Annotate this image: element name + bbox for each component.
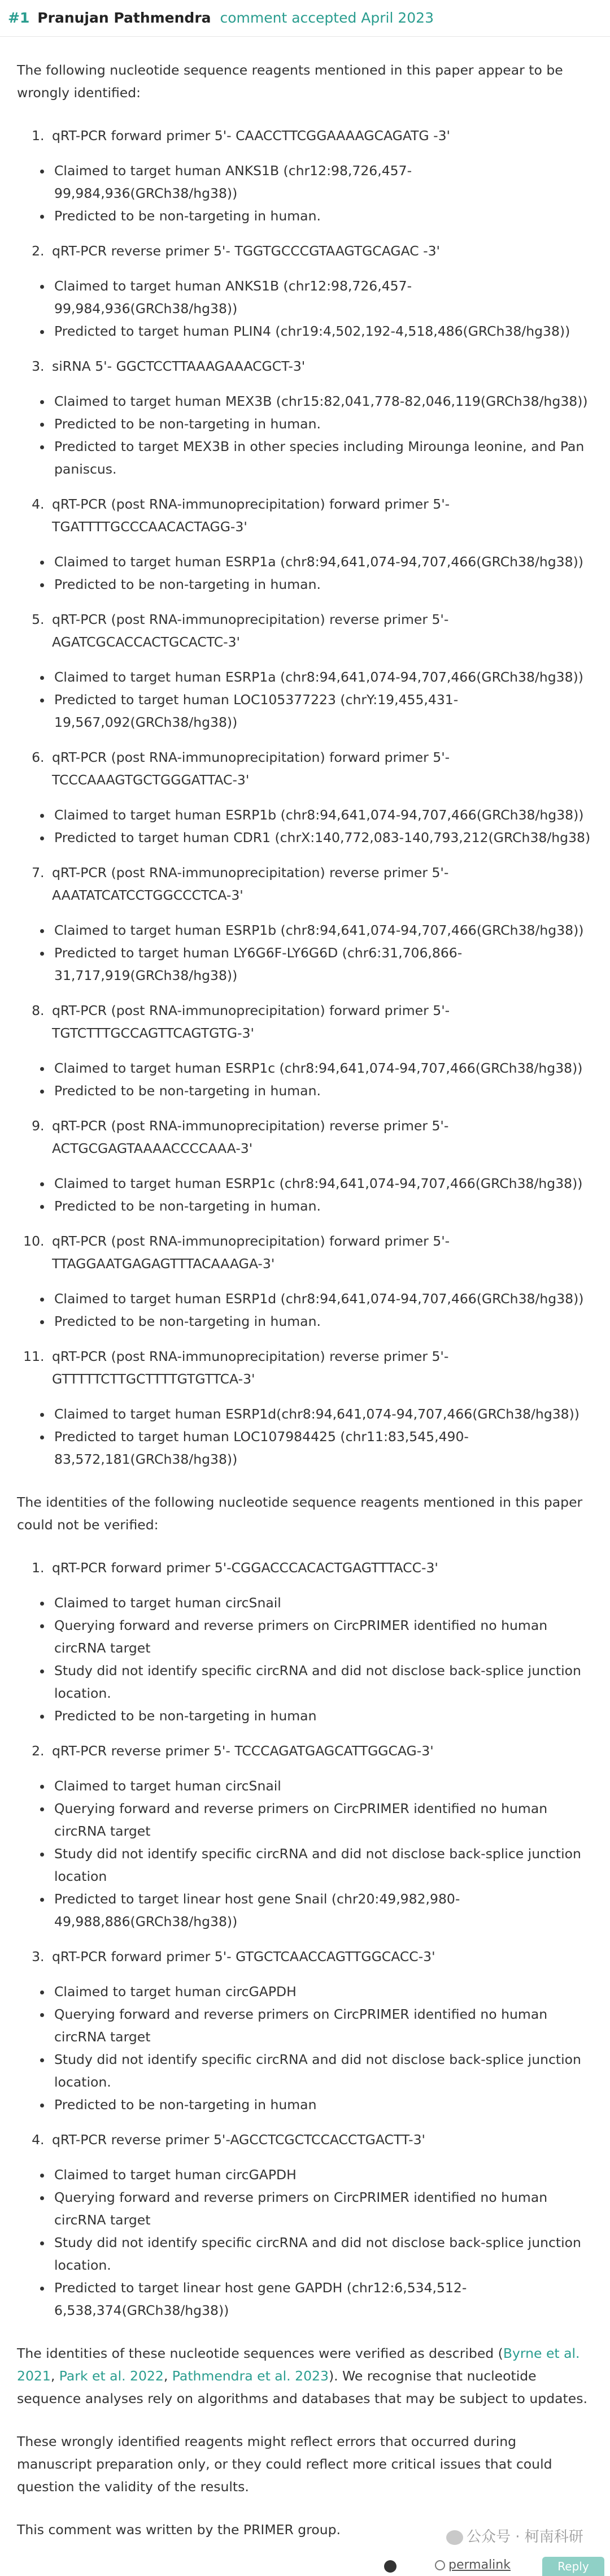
permalink-label: permalink <box>448 2558 511 2572</box>
reagent-note: • Claimed to target human circGAPDH <box>52 1980 593 2003</box>
reagent-title: qRT-PCR reverse primer 5'- TGGTGCCCGTAAGTGCAGAC -3' <box>52 243 441 259</box>
reagent-note: • Claimed to target human ESRP1b (chr8:94,641,074-94,707,466(GRCh38/hg38)) <box>52 919 593 942</box>
reagent-notes <box>20 1057 593 1102</box>
wrong-reagent-item <box>49 1230 593 1333</box>
reagent-title: qRT-PCR (post RNA-immunoprecipitation) reverse primer 5'- AAATATCATCCTGGCCCTCA-3' <box>52 865 449 903</box>
reagent-note: • Querying forward and reverse primers on CircPRIMER identified no human circRNA target <box>52 2003 593 2048</box>
reagent-note: • Predicted to be non-targeting in human. <box>52 413 593 435</box>
reagent-notes <box>20 804 593 849</box>
wechat-icon <box>446 2530 463 2545</box>
reagent-note: • Querying forward and reverse primers on CircPRIMER identified no human circRNA target <box>52 1797 593 1842</box>
wrong-reagent-item <box>49 355 593 480</box>
wrong-reagent-item <box>49 746 593 849</box>
reagent-note: • Claimed to target human circGAPDH <box>52 2163 593 2186</box>
reagent-title: qRT-PCR (post RNA-immunoprecipitation) forward primer 5'- TTAGGAATGAGAGTTTACAAAGA-3' <box>52 1233 450 1272</box>
unverified-reagent-item <box>49 1945 593 2116</box>
reagent-note: • Claimed to target human ANKS1B (chr12:98,726,457-99,984,936(GRCh38/hg38)) <box>52 159 593 205</box>
reagent-note: • Study did not identify specific circRNA and did not disclose back-splice junction location. <box>52 2048 593 2093</box>
reagent-note: • Predicted to target human LOC105377223 (chrY:19,455,431-19,567,092(GRCh38/hg38)) <box>52 688 593 734</box>
comment-body <box>17 59 593 2561</box>
reagent-notes <box>20 919 593 987</box>
reagent-note: • Querying forward and reverse primers on CircPRIMER identified no human circRNA target <box>52 2186 593 2231</box>
reagent-note: • Claimed to target human ESRP1a (chr8:94,641,074-94,707,466(GRCh38/hg38)) <box>52 550 593 573</box>
reagent-title: qRT-PCR forward primer 5'-CGGACCCACACTGAGTTTACC-3' <box>52 1560 438 1576</box>
reagent-title: qRT-PCR forward primer 5'- CAACCTTCGGAAAAGCAGATG -3' <box>52 128 450 144</box>
reagent-note: • Predicted to target MEX3B in other species including Mirounga leonine, and Pan paniscus. <box>52 435 593 480</box>
closing-paragraph: These wrongly identified reagents might reflect errors that occurred during manuscript preparation only, or they could reflect more critical issues that could question the validity of the results. <box>17 2434 552 2495</box>
reagent-note: • Claimed to target human circSnail <box>52 1775 593 1797</box>
reagent-title: qRT-PCR (post RNA-immunoprecipitation) reverse primer 5'- ACTGCGAGTAAAACCCCAAA-3' <box>52 1118 449 1156</box>
watermark <box>446 2525 583 2546</box>
reagent-note: • Claimed to target human ANKS1B (chr12:98,726,457-99,984,936(GRCh38/hg38)) <box>52 275 593 320</box>
avatar-dot-icon <box>384 2560 396 2573</box>
reagent-notes <box>20 1172 593 1217</box>
reference-link-byrne[interactable]: Byrne et al. 2021 <box>17 2345 580 2384</box>
wrong-reagent-item <box>49 608 593 734</box>
reagent-note: • Predicted to be non-targeting in human. <box>52 1310 593 1333</box>
reagent-title: qRT-PCR (post RNA-immunoprecipitation) reverse primer 5'- GTTTTTCTTGCTTTTGTGTTCA-3' <box>52 1348 449 1387</box>
reagent-note: • Study did not identify specific circRNA and did not disclose back-splice junction location <box>52 1842 593 1888</box>
reagent-note: • Claimed to target human MEX3B (chr15:82,041,778-82,046,119(GRCh38/hg38)) <box>52 390 593 413</box>
reagent-note: • Predicted to target human CDR1 (chrX:140,772,083-140,793,212(GRCh38/hg38) <box>52 826 593 849</box>
link-icon <box>435 2560 445 2570</box>
reagent-note: • Claimed to target human ESRP1d (chr8:94,641,074-94,707,466(GRCh38/hg38)) <box>52 1287 593 1310</box>
reagent-note: • Predicted to be non-targeting in human. <box>52 573 593 596</box>
reagent-title: qRT-PCR (post RNA-immunoprecipitation) reverse primer 5'- AGATCGCACCACTGCACTC-3' <box>52 612 449 650</box>
wrong-reagent-item <box>49 861 593 987</box>
wrong-reagent-item <box>49 1345 593 1471</box>
reagent-note: • Predicted to target linear host gene GAPDH (chr12:6,534,512-6,538,374(GRCh38/hg38)) <box>52 2276 593 2322</box>
separator: , <box>163 2368 172 2384</box>
reagent-note: • Predicted to be non-targeting in human <box>52 1705 593 1727</box>
reagent-title: qRT-PCR forward primer 5'- GTGCTCAACCAGTTGGCACC-3' <box>52 1949 435 1964</box>
reagent-note: • Predicted to be non-targeting in human. <box>52 205 593 227</box>
wrong-reagent-item <box>49 124 593 227</box>
reagent-note: • Predicted to target human LY6G6F-LY6G6D (chr6:31,706,866-31,717,919(GRCh38/hg38)) <box>52 942 593 987</box>
reagent-note: • Claimed to target human ESRP1b (chr8:94,641,074-94,707,466(GRCh38/hg38)) <box>52 804 593 826</box>
verification-lead: The identities of these nucleotide sequences were verified as described ( <box>17 2345 503 2361</box>
reagent-note: • Claimed to target human ESRP1c (chr8:94,641,074-94,707,466(GRCh38/hg38)) <box>52 1057 593 1079</box>
unverified-reagent-item <box>49 1556 593 1727</box>
reagent-note: • Study did not identify specific circRNA and did not disclose back-splice junction location. <box>52 1659 593 1705</box>
reagent-notes <box>20 159 593 227</box>
reagent-notes <box>20 666 593 734</box>
reagent-notes <box>20 550 593 596</box>
reagent-note: • Study did not identify specific circRNA and did not disclose back-splice junction location. <box>52 2231 593 2276</box>
reference-link-pathmendra[interactable]: Pathmendra et al. 2023 <box>172 2368 329 2384</box>
unverified-reagent-item <box>49 2128 593 2322</box>
reagent-title: qRT-PCR (post RNA-immunoprecipitation) forward primer 5'- TGTCTTTGCCAGTTCAGTGTG-3' <box>52 1003 450 1041</box>
reagent-note: • Predicted to target linear host gene Snail (chr20:49,982,980-49,988,886(GRCh38/hg38)) <box>52 1888 593 1933</box>
wrong-reagent-item <box>49 999 593 1102</box>
reagent-note: • Querying forward and reverse primers on CircPRIMER identified no human circRNA target <box>52 1614 593 1659</box>
comment-number[interactable]: #1 <box>8 10 30 26</box>
watermark-text: 公众号 · 柯南科研 <box>467 2529 583 2545</box>
wrong-reagent-item <box>49 240 593 342</box>
reagent-notes <box>20 2163 593 2322</box>
reagent-title: qRT-PCR reverse primer 5'- TCCCAGATGAGCATTGGCAG-3' <box>52 1743 434 1759</box>
signature-paragraph: This comment was written by the PRIMER group. <box>17 2522 341 2538</box>
intro-unverified-paragraph: The identities of the following nucleotide sequence reagents mentioned in this paper could not be verified: <box>17 1494 583 1533</box>
comment-footer <box>0 2557 610 2576</box>
reagent-note: • Claimed to target human ESRP1c (chr8:94,641,074-94,707,466(GRCh38/hg38)) <box>52 1172 593 1195</box>
comment-meta: comment accepted April 2023 <box>220 10 434 26</box>
reagent-note: • Claimed to target human ESRP1a (chr8:94,641,074-94,707,466(GRCh38/hg38)) <box>52 666 593 688</box>
reagent-note: • Claimed to target human ESRP1d(chr8:94,641,074-94,707,466(GRCh38/hg38)) <box>52 1403 593 1425</box>
reagent-notes <box>20 275 593 342</box>
reagent-note: • Claimed to target human circSnail <box>52 1591 593 1614</box>
reagent-title: qRT-PCR (post RNA-immunoprecipitation) forward primer 5'- TGATTTTGCCCAACACTAGG-3' <box>52 496 450 535</box>
reagent-title: siRNA 5'- GGCTCCTTAAAGAAACGCT-3' <box>52 358 306 374</box>
reagent-notes <box>20 1775 593 1933</box>
reagent-note: • Predicted to target human LOC107984425 (chr11:83,545,490-83,572,181(GRCh38/hg38)) <box>52 1425 593 1471</box>
reagent-note: • Predicted to be non-targeting in human <box>52 2093 593 2116</box>
unverified-reagent-item <box>49 1740 593 1933</box>
reagent-title: qRT-PCR (post RNA-immunoprecipitation) forward primer 5'- TCCCAAAGTGCTGGGATTAC-3' <box>52 749 450 788</box>
wrong-reagents-list <box>17 124 593 1471</box>
reply-button[interactable]: Reply <box>542 2557 604 2576</box>
reagent-note: • Predicted to target human PLIN4 (chr19:4,502,192-4,518,486(GRCh38/hg38)) <box>52 320 593 342</box>
permalink-link[interactable] <box>435 2558 511 2572</box>
reagent-note: • Predicted to be non-targeting in human. <box>52 1079 593 1102</box>
reference-link-park[interactable]: Park et al. 2022 <box>59 2368 164 2384</box>
wrong-reagent-item <box>49 1114 593 1217</box>
reagent-notes <box>20 1287 593 1333</box>
comment-author[interactable]: Pranujan Pathmendra <box>37 10 211 26</box>
comment-header <box>0 0 610 37</box>
wrong-reagent-item <box>49 493 593 596</box>
separator: , <box>50 2368 59 2384</box>
reagent-note: • Predicted to be non-targeting in human. <box>52 1195 593 1217</box>
intro-wrong-paragraph: The following nucleotide sequence reagents mentioned in this paper appear to be wrongly identified: <box>17 62 563 101</box>
reagent-notes <box>20 1403 593 1471</box>
reagent-notes <box>20 390 593 480</box>
unverified-reagents-list <box>17 1556 593 2322</box>
verification-tail: ). We recognise that nucleotide sequence analyses rely on algorithms and databases that may be subject to updates. <box>17 2368 587 2406</box>
reagent-title: qRT-PCR reverse primer 5'-AGCCTCGCTCCACCTGACTT-3' <box>52 2132 425 2148</box>
reagent-notes <box>20 1980 593 2116</box>
reagent-notes <box>20 1591 593 1727</box>
verification-paragraph <box>17 2342 593 2410</box>
